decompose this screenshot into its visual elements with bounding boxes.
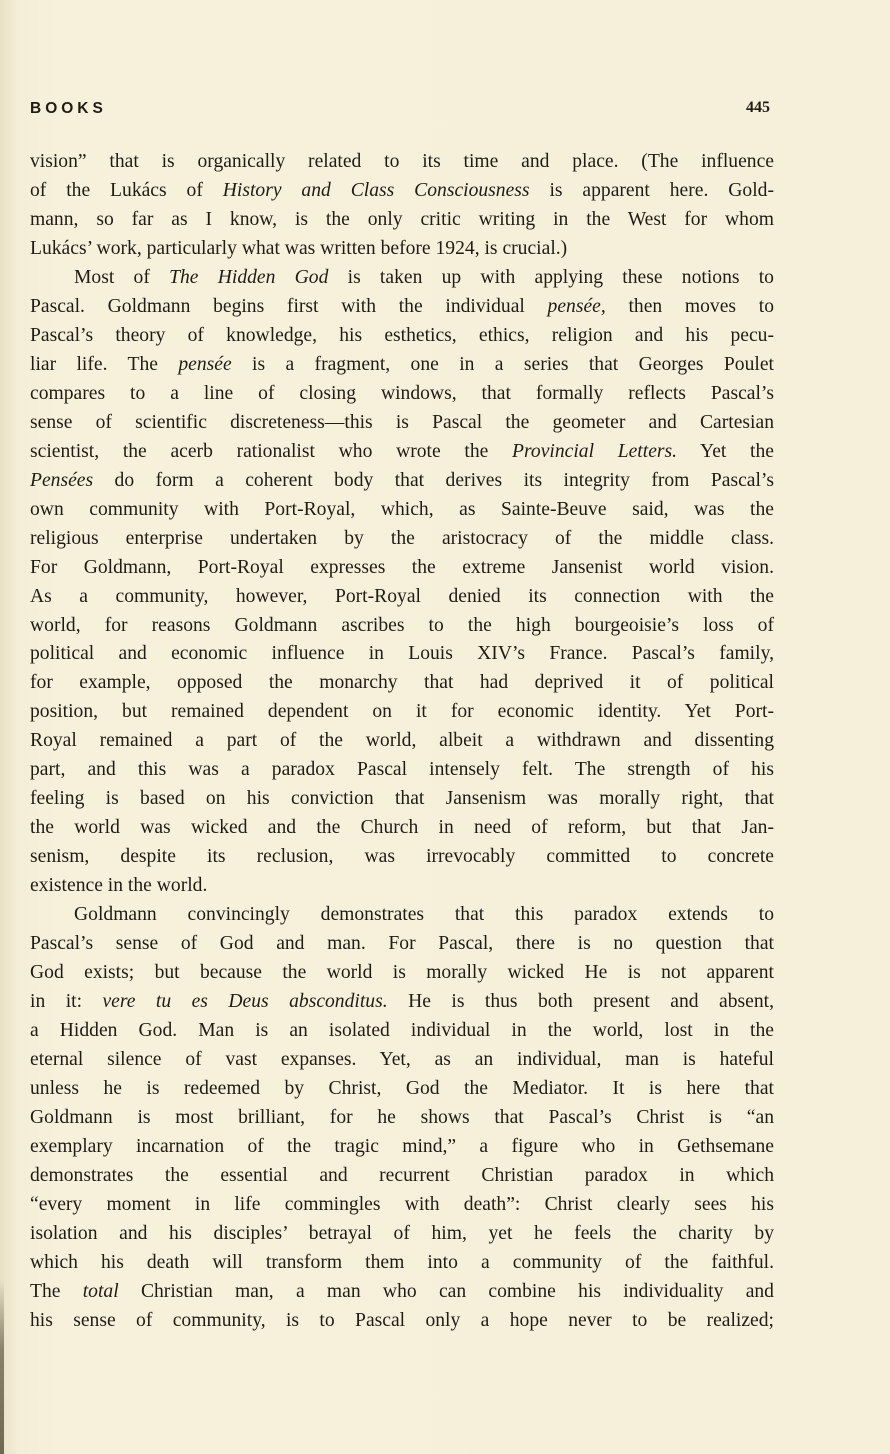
text-segment: The [30, 1280, 83, 1302]
running-head: BOOKS [30, 100, 107, 117]
page-number: 445 [746, 99, 770, 116]
text-segment: sense of scientific discreteness—this is Pascal the geometer and Cartesian [30, 411, 774, 433]
text-line [30, 901, 774, 930]
text-segment: He is thus both present and absent, [387, 991, 775, 1013]
text-segment: Yet the [677, 440, 774, 462]
text-segment: eternal silence of vast expanses. Yet, as an individual, man is hateful [30, 1049, 774, 1071]
text-line [30, 1220, 774, 1249]
text-line [30, 264, 774, 293]
text-segment: Pascal’s theory of knowledge, his esthetics, ethics, religion and his pecu- [30, 324, 774, 346]
text-line [30, 640, 774, 669]
text-line [30, 1162, 774, 1191]
italic-title: Provincial Letters. [512, 440, 678, 462]
text-segment: demonstrates the essential and recurrent Christian paradox in which [30, 1164, 774, 1186]
text-segment: Goldmann is most brilliant, for he shows that Pascal’s Christ is “an [30, 1106, 774, 1128]
text-line [30, 1133, 774, 1162]
text-line [30, 525, 774, 554]
text-line [30, 148, 774, 177]
italic-title: Pensées [30, 469, 94, 491]
italic-title: pensée, [547, 295, 606, 317]
text-line [30, 554, 774, 583]
text-line [30, 988, 774, 1017]
text-line [30, 293, 774, 322]
text-line [30, 1191, 774, 1220]
text-line [30, 235, 774, 264]
text-line [30, 351, 774, 380]
text-segment: unless he is redeemed by Christ, God the Mediator. It is here that [30, 1078, 774, 1099]
text-segment: in it: [30, 991, 103, 1013]
text-line [30, 438, 774, 467]
text-segment: exemplary incarnation of the tragic mind,” a figure who in Gethsemane [30, 1135, 774, 1157]
text-segment: religious enterprise undertaken by the aristocracy of the middle class. [30, 527, 774, 549]
body-text [30, 148, 774, 1336]
text-segment: compares to a line of closing windows, that formally reflects Pascal’s [30, 382, 774, 404]
text-segment: the world was wicked and the Church in need of reform, but that Jan- [30, 817, 774, 839]
text-segment: scientist, the acerb rationalist who wrote the [30, 440, 513, 462]
text-line [30, 467, 774, 496]
text-line [30, 814, 774, 843]
text-line [30, 727, 774, 756]
text-segment: his sense of community, is to Pascal only a hope never to be realized; [30, 1309, 774, 1331]
text-segment: is apparent here. Gold- [529, 179, 774, 201]
text-segment: political and economic influence in Louis XIV’s France. Pascal’s family, [30, 643, 774, 665]
text-line [30, 612, 774, 641]
text-segment: do form a coherent body that derives its integrity from Pascal’s [93, 469, 774, 491]
italic-title: The Hidden God [169, 266, 329, 288]
text-line [30, 1278, 774, 1307]
text-line [30, 1307, 774, 1336]
text-line [30, 206, 774, 235]
text-line [30, 322, 774, 351]
text-line [30, 1046, 774, 1075]
italic-title: pensée [178, 353, 232, 375]
text-segment: For Goldmann, Port-Royal expresses the extreme Jansenist world vision. [30, 556, 774, 578]
text-segment: is taken up with applying these notions to [328, 266, 774, 288]
text-segment: own community with Port-Royal, which, as Sainte-Beuve said, was the [30, 498, 774, 520]
text-line [30, 669, 774, 698]
text-line [30, 698, 774, 727]
text-segment: world, for reasons Goldmann ascribes to the high bourgeoisie’s loss of [30, 614, 774, 636]
text-line [30, 756, 774, 785]
text-line [30, 872, 774, 901]
text-line [30, 409, 774, 438]
text-line [30, 785, 774, 814]
text-segment: vision” that is organically related to its time and place. (The influence [30, 151, 774, 172]
text-segment: existence in the world. [30, 875, 208, 897]
text-line [30, 177, 774, 206]
text-segment: Goldmann convincingly demonstrates that this paradox extends to [74, 904, 774, 926]
text-segment: “every moment in life commingles with death”: Christ clearly sees his [30, 1193, 774, 1215]
text-segment: Pascal’s sense of God and man. For Pascal, there is no question that [30, 933, 774, 955]
text-segment: a Hidden God. Man is an isolated individual in the world, lost in the [30, 1020, 774, 1042]
text-line [30, 959, 774, 988]
text-segment: part, and this was a paradox Pascal intensely felt. The strength of his [30, 759, 774, 781]
text-segment: of the Lukács of [30, 179, 223, 201]
italic-title: vere tu es Deus absconditus. [102, 991, 388, 1013]
text-line [30, 1075, 774, 1104]
text-line [30, 583, 774, 612]
text-line [30, 1104, 774, 1133]
text-line [30, 1249, 774, 1278]
text-segment: Pascal. Goldmann begins first with the individual [30, 295, 548, 317]
text-segment: mann, so far as I know, is the only critic writing in the West for whom [30, 208, 774, 230]
text-line [30, 1017, 774, 1046]
text-segment: liar life. The [30, 353, 179, 375]
text-segment: Lukács’ work, particularly what was written before 1924, is crucial.) [30, 237, 568, 259]
text-line [30, 930, 774, 959]
text-line [30, 496, 774, 525]
text-line [30, 380, 774, 409]
text-segment: is a fragment, one in a series that Georges Poulet [231, 353, 774, 375]
text-segment: then moves to [605, 295, 774, 317]
text-segment: feeling is based on his conviction that Jansenism was morally right, that [30, 788, 774, 810]
text-segment: Royal remained a part of the world, albeit a withdrawn and dissenting [30, 730, 774, 752]
text-segment: As a community, however, Port-Royal denied its connection with the [30, 585, 774, 607]
text-segment: for example, opposed the monarchy that had deprived it of political [30, 672, 774, 694]
text-segment: Most of [74, 266, 170, 288]
text-segment: position, but remained dependent on it for economic identity. Yet Port- [30, 701, 774, 723]
text-segment: senism, despite its reclusion, was irrevocably committed to concrete [30, 846, 774, 868]
text-segment: which his death will transform them into a community of the faithful. [30, 1251, 774, 1273]
italic-title: total [82, 1280, 119, 1302]
binding-edge-shadow [0, 1280, 4, 1454]
text-segment: Christian man, a man who can combine his individuality and [118, 1280, 774, 1302]
italic-title: History and Class Consciousness [222, 179, 530, 201]
text-line [30, 843, 774, 872]
text-segment: isolation and his disciples’ betrayal of him, yet he feels the charity by [30, 1222, 774, 1244]
text-segment: God exists; but because the world is morally wicked He is not apparent [30, 962, 774, 984]
